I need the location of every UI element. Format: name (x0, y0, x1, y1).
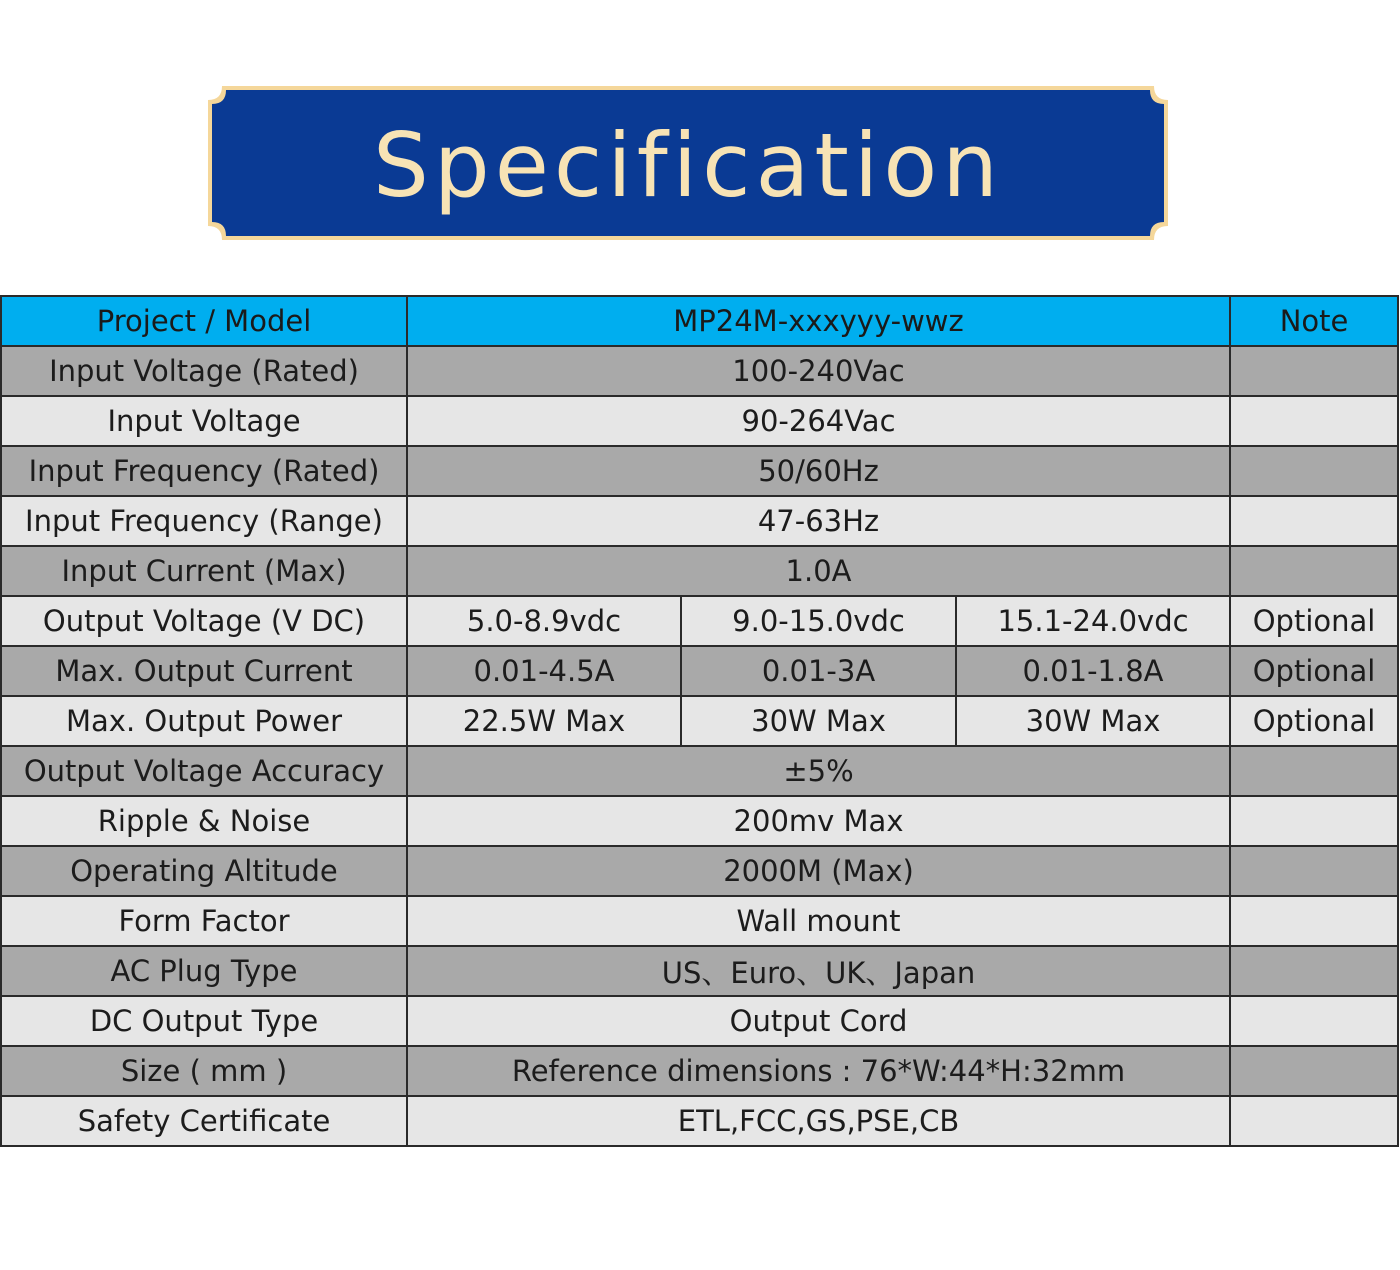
table-row (1, 496, 1398, 546)
row-label-cell: Input Frequency (Range) (1, 496, 407, 546)
row-value-cell: ±5% (407, 746, 1230, 796)
row-note-cell (1230, 396, 1398, 446)
table-row (1, 846, 1398, 896)
row-note-cell (1230, 796, 1398, 846)
table-row (1, 1096, 1398, 1146)
table-row (1, 696, 1398, 746)
table-row (1, 396, 1398, 446)
table-row (1, 446, 1398, 496)
table-row (1, 646, 1398, 696)
row-note-cell: Optional (1230, 696, 1398, 746)
row-value-cell: 15.1-24.0vdc (956, 596, 1230, 646)
row-value-cell: US、Euro、UK、Japan (407, 946, 1230, 996)
row-label-cell: Size ( mm ) (1, 1046, 407, 1096)
row-value-cell: 90-264Vac (407, 396, 1230, 446)
banner-title: Specification (373, 113, 1003, 217)
row-value-cell: 5.0-8.9vdc (407, 596, 681, 646)
row-value-cell: 100-240Vac (407, 346, 1230, 396)
row-label-cell: Form Factor (1, 896, 407, 946)
row-value-cell: ETL,FCC,GS,PSE,CB (407, 1096, 1230, 1146)
row-label-cell: Max. Output Power (1, 696, 407, 746)
row-value-cell: Output Cord (407, 996, 1230, 1046)
row-value-cell: 30W Max (956, 696, 1230, 746)
row-label-cell: AC Plug Type (1, 946, 407, 996)
table-row (1, 796, 1398, 846)
table-row (1, 896, 1398, 946)
row-note-cell: Optional (1230, 646, 1398, 696)
row-note-cell (1230, 746, 1398, 796)
row-value-cell: 30W Max (681, 696, 956, 746)
row-label-cell: Output Voltage Accuracy (1, 746, 407, 796)
row-label-cell: Output Voltage (V DC) (1, 596, 407, 646)
row-value-cell: 0.01-3A (681, 646, 956, 696)
row-value-cell: 1.0A (407, 546, 1230, 596)
row-note-cell (1230, 496, 1398, 546)
table-row (1, 746, 1398, 796)
header-model-cell: MP24M-xxxyyy-wwz (407, 296, 1230, 346)
row-note-cell (1230, 996, 1398, 1046)
row-value-cell: 200mv Max (407, 796, 1230, 846)
row-label-cell: Input Voltage (Rated) (1, 346, 407, 396)
specification-banner (208, 86, 1168, 240)
row-value-cell: 47-63Hz (407, 496, 1230, 546)
row-label-cell: Input Frequency (Rated) (1, 446, 407, 496)
row-label-cell: Input Current (Max) (1, 546, 407, 596)
row-note-cell (1230, 846, 1398, 896)
row-value-cell: Reference dimensions : 76*W:44*H:32mm (407, 1046, 1230, 1096)
header-label-cell: Project / Model (1, 296, 407, 346)
row-label-cell: DC Output Type (1, 996, 407, 1046)
table-row (1, 346, 1398, 396)
specification-table (0, 295, 1399, 1147)
table-row (1, 946, 1398, 996)
row-note-cell (1230, 896, 1398, 946)
row-note-cell (1230, 446, 1398, 496)
row-value-cell: 0.01-1.8A (956, 646, 1230, 696)
table-header-row (1, 296, 1398, 346)
row-value-cell: 22.5W Max (407, 696, 681, 746)
row-value-cell: 9.0-15.0vdc (681, 596, 956, 646)
row-value-cell: Wall mount (407, 896, 1230, 946)
row-label-cell: Ripple & Noise (1, 796, 407, 846)
row-note-cell: Optional (1230, 596, 1398, 646)
row-note-cell (1230, 1046, 1398, 1096)
header-note-cell: Note (1230, 296, 1398, 346)
row-note-cell (1230, 546, 1398, 596)
table-row (1, 596, 1398, 646)
row-note-cell (1230, 346, 1398, 396)
row-label-cell: Max. Output Current (1, 646, 407, 696)
table-row (1, 1046, 1398, 1096)
row-label-cell: Safety Certificate (1, 1096, 407, 1146)
row-value-cell: 50/60Hz (407, 446, 1230, 496)
table-row (1, 996, 1398, 1046)
row-note-cell (1230, 1096, 1398, 1146)
row-label-cell: Operating Altitude (1, 846, 407, 896)
row-value-cell: 0.01-4.5A (407, 646, 681, 696)
row-value-cell: 2000M (Max) (407, 846, 1230, 896)
table-row (1, 546, 1398, 596)
row-label-cell: Input Voltage (1, 396, 407, 446)
row-note-cell (1230, 946, 1398, 996)
